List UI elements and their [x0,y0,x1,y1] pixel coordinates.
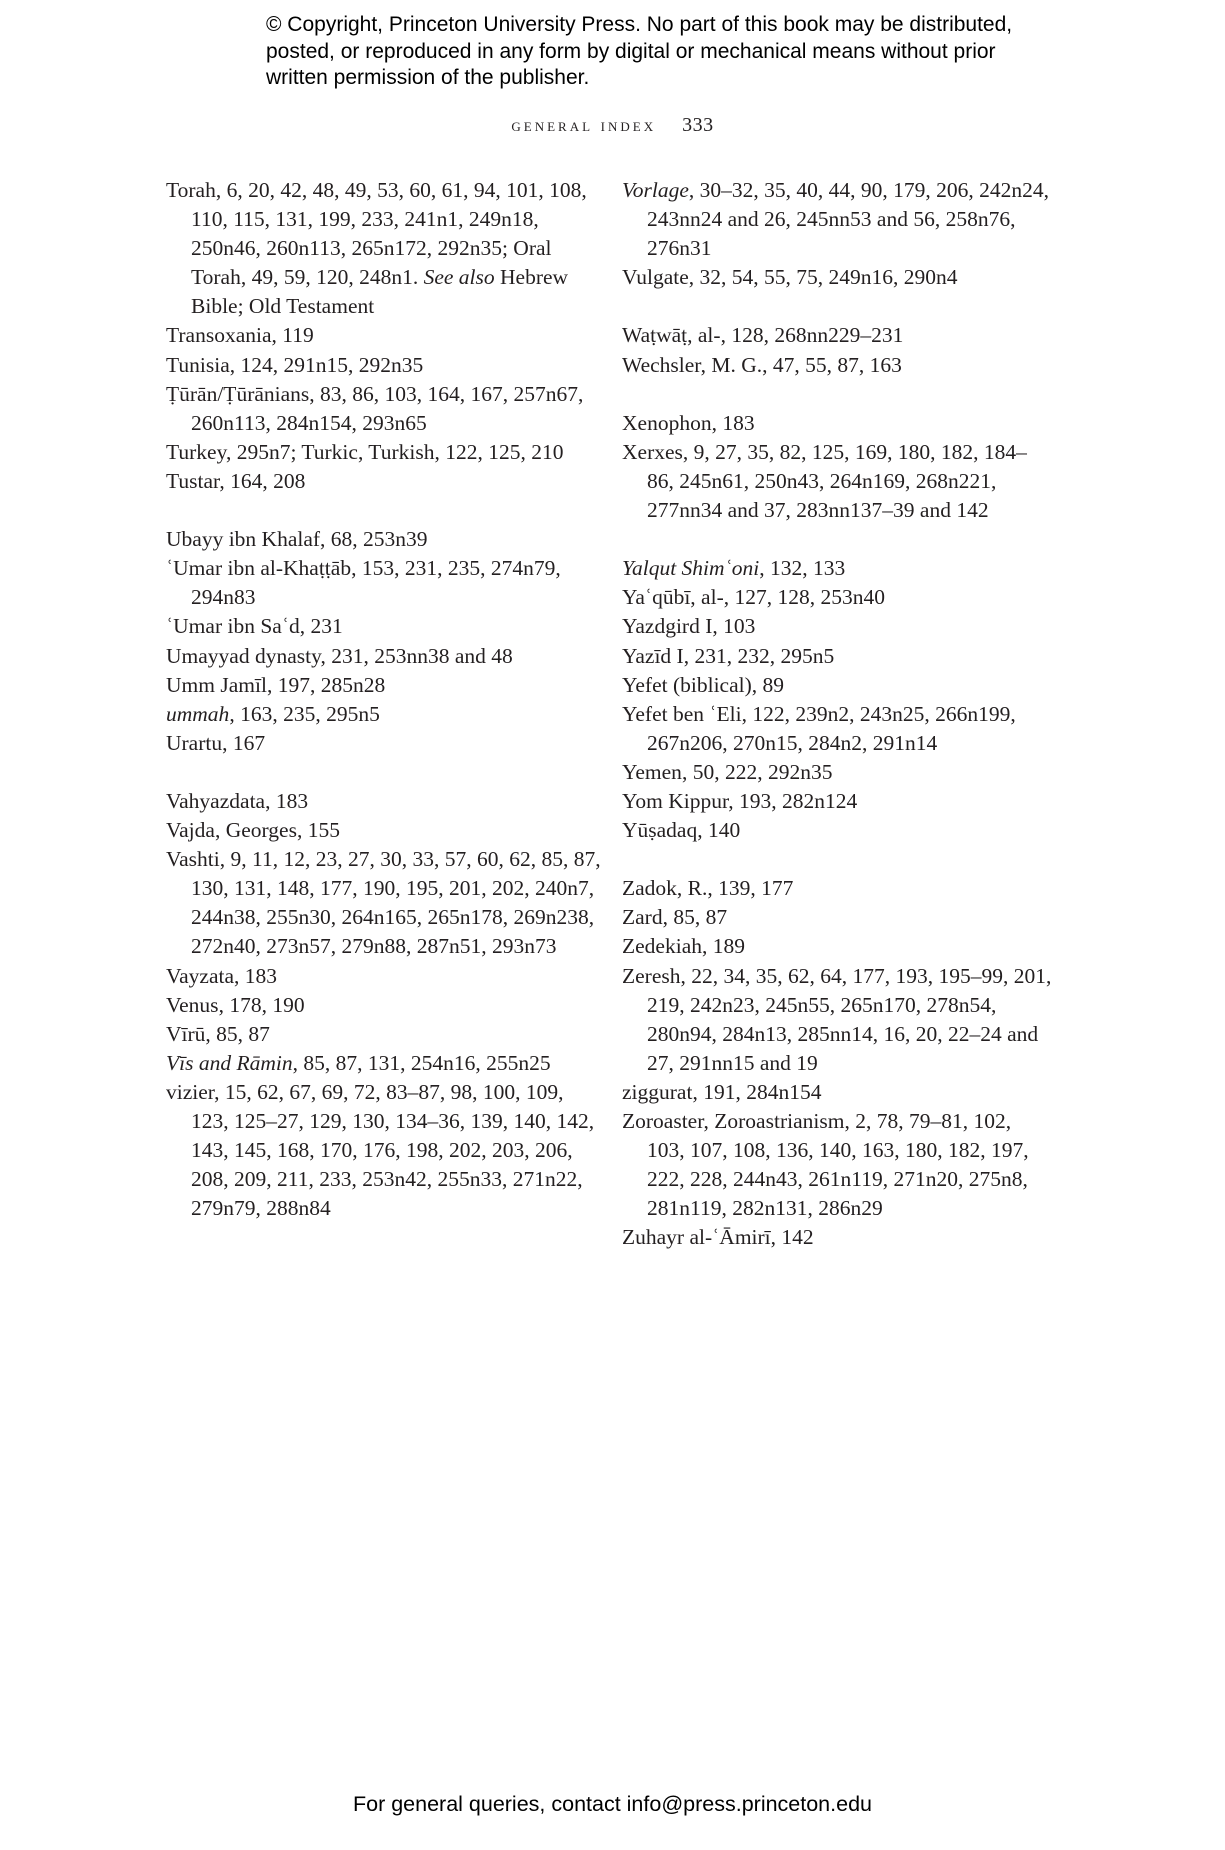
index-entry-heading: Tunisia [166,352,230,377]
index-entry [166,351,606,380]
index-entry-heading: Vulgate [622,265,689,290]
index-entry-locators: , 85, 87 [662,905,728,930]
index-entry-locators: , 47, 55, 87, 163 [762,352,902,377]
index-entry [622,787,1052,816]
index-entry-locators: , 178, 190 [218,992,305,1017]
index-entry-heading: ʿUmar ibn al-Khaṭṭāb [166,556,352,581]
index-entry [622,1078,1052,1107]
index-entry [622,409,1052,438]
index-entry-heading: Yom Kippur [622,788,729,813]
index-entry-locators: , 122, 239n2, 243n25, 266n199, 267n206, 270n15, 284n2, 291n14 [647,701,1016,755]
index-entry-heading: Yūṣadaq [622,818,698,843]
index-entry-locators: , 231, 232, 295n5 [683,643,835,668]
index-entry-locators: , 193, 282n124 [728,788,858,813]
index-entry [166,729,606,758]
index-entry [166,525,606,554]
index-entry-locators: , 9, 27, 35, 82, 125, 169, 180, 182, 184–86, 245n61, 250n43, 264n169, 268n221, 277nn34 and 37, 283nn137–39 and 142 [647,439,1027,523]
index-entry-locators: , 32, 54, 55, 75, 249n16, 290n4 [688,265,958,290]
index-entry-locators: , 89 [751,672,785,697]
letter-group-gap [622,845,1052,874]
index-column-right [622,176,1052,1252]
index-entry-heading: Vajda, Georges [166,818,297,843]
footer-contact: For general queries, contact info@press.princeton.edu [352,1792,872,1816]
index-entry-locators: , 163, 235, 295n5 [229,701,380,726]
index-entry [166,321,606,350]
running-head-title: general index [511,116,657,136]
index-entry [622,438,1052,525]
index-entry [622,263,1052,292]
copyright-notice: © Copyright, Princeton University Press. No part of this book may be distributed, posted, or reproduced in any form by digital or mechanical means without prior written permission of the publisher. [266,13,1013,89]
index-entry [166,1078,606,1223]
index-entry [622,1107,1052,1223]
index-entry-heading: Vorlage [622,178,689,202]
index-entry [166,467,606,496]
index-entry [622,351,1052,380]
index-entry-heading: Yefet ben ʿEli [622,701,742,726]
letter-group-gap [622,380,1052,409]
index-entry [166,787,606,816]
index-entry-locators: , 103 [712,614,756,639]
index-entry-locators: , 183 [234,963,278,988]
index-entry-locators: , 128, 268nn229–231 [720,323,904,348]
index-entry-heading: Vīs and Rāmin [166,1050,293,1075]
index-entry [166,176,606,321]
index-entry-heading: Waṭwāṭ, al- [622,323,721,348]
index-entry [166,962,606,991]
index-entry-locators: , 83, 86, 103, 164, 167, 257n67, 260n113, 284n154, 293n65 [191,381,584,435]
index-entry-heading: Torah [166,178,216,202]
letter-group-gap [166,496,606,525]
index-column-left [166,176,606,1223]
index-entry-heading: Tustar [166,468,220,493]
index-entry [622,612,1052,641]
index-entry-heading: Wechsler, M. G. [622,352,763,377]
page-number: 333 [682,114,714,136]
index-entry-heading: Zedekiah [622,934,702,959]
index-entry-locators: , 139, 177 [707,876,794,901]
index-entry-locators: , 153, 231, 235, 274n79, 294n83 [191,556,561,610]
letter-group-gap [166,758,606,787]
index-entry [622,1223,1052,1252]
index-entry [166,1020,606,1049]
index-entry-locators: , 189 [702,934,745,959]
index-entry-heading: Xerxes [622,439,683,464]
index-entry-heading: Zoroaster, Zoroastrianism [622,1109,845,1133]
index-entry [622,903,1052,932]
index-entry-heading: Vahyazdata [166,788,266,813]
index-entry-heading: vizier [166,1079,215,1104]
index-entry-locators: , 295n7; Turkic, Turkish, 122, 125, 210 [225,439,564,464]
index-entry-heading: Vīrū [166,1021,206,1046]
index-entry [622,554,1052,583]
index-entry [622,758,1052,787]
index-entry [622,671,1052,700]
index-entry [622,962,1052,1078]
index-entry-locators: , 191, 284n154 [692,1079,822,1104]
index-entry-locators: , 124, 291n15, 292n35 [229,352,424,377]
index-entry-heading: Vayzata [166,963,235,988]
index-entry [166,554,606,612]
index-entry [166,816,606,845]
index-entry-heading: ummah [166,701,230,726]
index-entry-locators: , 85, 87 [205,1021,270,1046]
index-entry-locators: , 9, 11, 12, 23, 27, 30, 33, 57, 60, 62, 85, 87, 130, 131, 148, 177, 190, 195, 201, 202, 240n7, 244n38, 255n30, 264n165, 265n178, 269n238, 272n40, 273n57, 279n88, 287n51, 293n73 [191,847,601,959]
index-entry [166,700,606,729]
index-entry-heading: Turkey [166,439,226,464]
letter-group-gap [622,525,1052,554]
index-entry [622,642,1052,671]
index-entry-locators: , 231 [299,614,343,639]
index-cross-reference-target: Hebrew Bible; Old Testament [191,265,569,319]
index-entry-heading: Yaʿqūbī, al- [622,585,724,610]
index-entry [166,612,606,641]
index-cross-reference: See also [423,265,495,290]
index-entry-locators: , 167 [222,730,266,755]
index-entry-locators: , 119 [271,323,314,348]
index-entry [622,583,1052,612]
index-entry-heading: Xenophon [622,410,712,435]
index-entry-locators: , 6, 20, 42, 48, 49, 53, 60, 61, 94, 101, 108, 110, 115, 131, 199, 233, 241n1, 249n18, 250n46, 260n113, 265n172, 292n35; Oral Torah, 49, 59, 120, 248n1. [191,178,587,290]
index-entry [622,700,1052,758]
index-entry-locators: , 22, 34, 35, 62, 64, 177, 193, 195–99, 201, 219, 242n23, 245n55, 265n170, 278n54, 280n94, 284n13, 285nn14, 16, 20, 22–24 and 27, 291nn15 and 19 [647,963,1052,1075]
index-entry-heading: Yazīd I [622,643,684,668]
index-entry-locators: , 231, 253nn38 and 48 [320,643,513,668]
index-entry [166,380,606,438]
index-entry-heading: Zeresh [622,963,681,988]
index-entry-heading: Zuhayr al-ʿĀmirī [622,1225,771,1250]
index-entry-locators: , 132, 133 [759,556,846,581]
index-entry-heading: Urartu [166,730,223,755]
letter-group-gap [622,292,1052,321]
index-entry-heading: ʿUmar ibn Saʿd [166,614,300,639]
index-entry [622,932,1052,961]
index-entry [166,845,606,961]
index-entry-heading: Yalqut Shimʿoni [622,556,760,581]
index-entry [622,176,1052,263]
index-entry-locators: , 142 [770,1225,814,1250]
index-entry-locators: , 183 [265,788,309,813]
running-head [0,114,1225,137]
index-entry-heading: Yefet (biblical) [622,672,752,697]
index-entry-locators: , 127, 128, 253n40 [723,585,885,610]
index-entry-heading: Venus [166,992,219,1017]
index-entry-heading: Transoxania [166,323,272,348]
index-entry-heading: Zard [622,905,663,930]
index-entry-heading: Yemen [622,759,682,784]
index-entry-heading: Ṭūrān/Ṭūrānians [166,381,310,406]
index-entry-locators: , 85, 87, 131, 254n16, 255n25 [292,1050,551,1075]
index-entry [166,991,606,1020]
index-entry-locators: , 197, 285n28 [266,672,386,697]
index-entry [622,874,1052,903]
index-entry [622,816,1052,845]
index-entry-heading: Vashti [166,847,220,872]
index-entry-locators: , 68, 253n39 [320,527,428,552]
index-entry-locators: , 50, 222, 292n35 [681,759,833,784]
index-entry-locators: , 15, 62, 67, 69, 72, 83–87, 98, 100, 109, 123, 125–27, 129, 130, 134–36, 139, 140, 142, 143, 145, 168, 170, 176, 198, 202, 203, 206, 208, 209, 211, 233, 253n42, 255n33, 271n22, 279n79, 288n84 [191,1079,595,1221]
index-entry-locators: , 30–32, 35, 40, 44, 90, 179, 206, 242n24, 243nn24 and 26, 245nn53 and 56, 258n76, 276n31 [647,178,1050,261]
index-entry-heading: Umm Jamīl [166,672,267,697]
index-entry [622,321,1052,350]
index-entry-heading: ziggurat [622,1079,693,1104]
index-entry [166,438,606,467]
index-entry-heading: Umayyad dynasty [166,643,321,668]
index-entry [166,671,606,700]
index-entry-locators: , 155 [296,818,340,843]
index-entry-heading: Zadok, R. [622,876,708,901]
index-entry-locators: , 164, 208 [219,468,306,493]
index-entry-heading: Yazdgird I [622,614,713,639]
index-entry-heading: Ubayy ibn Khalaf [166,527,321,552]
index-entry [166,1049,606,1078]
index-entry-locators: , 183 [711,410,755,435]
index-entry-locators: , 140 [697,818,741,843]
index-entry-locators: , 2, 78, 79–81, 102, 103, 107, 108, 136, 140, 163, 180, 182, 197, 222, 228, 244n43, 261n119, 271n20, 275n8, 281n119, 282n131, 286n29 [647,1109,1029,1221]
index-entry [166,642,606,671]
